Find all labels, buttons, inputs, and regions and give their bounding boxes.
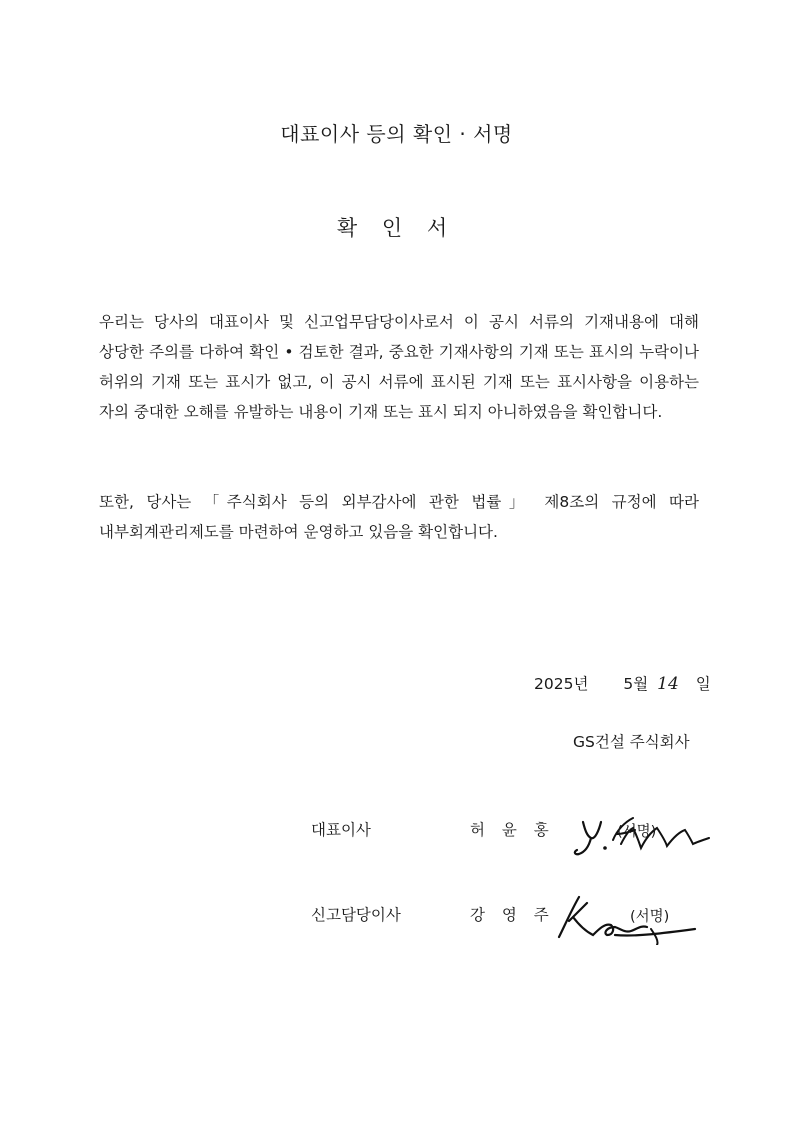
date-year: 2025년 [534,675,589,693]
ceo-name: 허 윤 홍 [470,821,555,839]
date-day-label: 일 [695,675,711,693]
ceo-sign-mark: (서명) [617,824,657,840]
cfo-sign-mark: (서명) [630,909,670,925]
internal-control-paragraph: 또한, 당사는 「주식회사 등의 외부감사에 관한 법률」 제8조의 규정에 따라 내부회계관리제도를 마련하여 운영하고 있음을 확인합니다. [99,493,699,541]
confirmation-paragraph: 우리는 당사의 대표이사 및 신고업무담당이사로서 이 공시 서류의 기재내용에 대해 상당한 주의를 다하여 확인 • 검토한 결과, 중요한 기재사항의 기재 또는 표시의 누락이나 허위의 기재 또는 표시가 없고, 이 공시 서류에 표시된 기재 또는 표시사항을 이용하는 자의 중대한 오해를 유발하는 내용이 기재 또는 표시 되지 아니하였음을 확인합니다. [99,313,699,421]
cfo-title: 신고담당이사 [311,906,401,924]
date-day-handwritten: 14 [657,674,679,694]
cfo-signature-row [0,885,793,945]
cfo-name: 강 영 주 [470,906,555,924]
date-line [534,672,711,694]
ceo-signature-row [0,800,793,860]
document-title: 대표이사 등의 확인 · 서명 [280,122,513,146]
document-subtitle: 확 인 서 [336,216,457,240]
date-month: 5월 [623,675,649,693]
company-name: GS건설 주식회사 [573,733,690,751]
ceo-title: 대표이사 [311,821,371,839]
